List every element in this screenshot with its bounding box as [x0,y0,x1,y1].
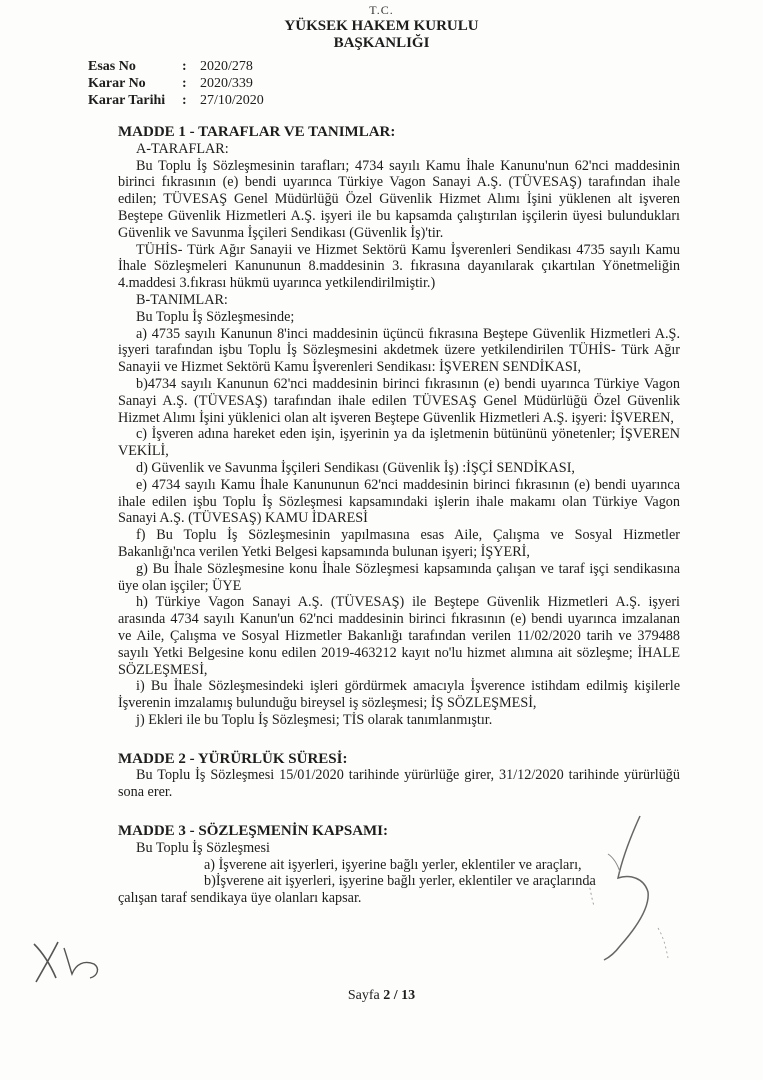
meta-value: 27/10/2020 [200,93,264,108]
madde2-text: Bu Toplu İş Sözleşmesi 15/01/2020 tarihinde yürürlüğe girer, 31/12/2020 tarihinde yürürlüğü sona erer. [118,767,680,801]
page-number-separator: / [390,988,402,1003]
case-metadata [88,58,264,109]
meta-value: 2020/339 [200,76,253,91]
page-number [0,988,763,1004]
document-header [0,4,763,52]
taraflar-paragraph-2: TÜHİS- Türk Ağır Sanayii ve Hizmet Sektörü Kamu İşverenleri Sendikası 4735 sayılı Kamu İhale Sözleşmeleri Kanununun 8.maddesinin 3. fıkrasına dayanılarak çıkartılan Yönetmeliğin 4.maddesi 3.fıkrası hükmü uyarınca yetkilendirilmiştir.) [118,241,680,292]
taraflar-paragraph-1: Bu Toplu İş Sözleşmesinin tarafları; 4734 sayılı Kamu İhale Kanunu'nun 62'nci maddesinin birinci fıkrasının (e) bendi uyarınca Türkiye Vagon Sanayi A.Ş. (TÜVESAŞ) tarafından ihale edilen; TÜVESAŞ Genel Müdürlüğü Özel Güvenlik Hizmet Alımı İşini yüklenen alt işveren Beştepe Güvenlik Hizmetleri A.Ş. işyeri ile bu kapsamda çalıştırılan işçilerin üyesi bulundukları Güvenlik ve Savunma İşçileri Sendikası (Güvenlik İş)'tir. [118,157,680,241]
meta-label: Esas No [88,59,136,74]
definition-item-j: j) Ekleri ile bu Toplu İş Sözleşmesi; TİS olarak tanımlanmıştır. [136,711,493,728]
scope-item-b: b)İşverene ait işyerleri, işyerine bağlı yerler, eklentiler ve araçlarında [204,873,596,890]
meta-karar-no [88,75,264,92]
tanimlar-heading: B-TANIMLAR: [136,291,228,308]
meta-value: 2020/278 [200,59,253,74]
madde3-heading: MADDE 3 - SÖZLEŞMENİN KAPSAMI: [118,823,389,840]
meta-karar-tarihi [88,92,264,109]
definition-item-f: f) Bu Toplu İş Sözleşmesinin yapılmasına esas Aile, Çalışma ve Sosyal Hizmetler Bakanlığı'nca verilen Yetki Belgesi kapsamında bulunan işyeri; İŞYERİ, [118,527,680,560]
definition-item-g: g) Bu İhale Sözleşmesine konu İhale Sözleşmesi kapsamında çalışan ve taraf işçi sendikasına üye olan işçiler; ÜYE [118,560,680,594]
scope-item-b-continued: çalışan taraf sendikaya üye olanları kapsar. [118,890,362,907]
meta-separator: : [182,76,187,91]
definition-item-b: b)4734 sayılı Kanunun 62'nci maddesinin birinci fıkrasının (e) bendi uyarınca Türkiye Vagon Sanayi A.Ş. (TÜVESAŞ) tarafından ihale edilen TÜVESAŞ Genel Müdürlüğü Özel Güvenlik Hizmet Alımı İşini yüklenici olan alt işveren Beştepe Güvenlik Hizmetleri A.Ş. işyeri: İŞVEREN, [118,375,680,426]
page-number-current: 2 [383,988,391,1003]
taraflar-heading: A-TARAFLAR: [136,140,229,157]
header-department: BAŞKANLIĞI [333,35,430,51]
definition-item-d: d) Güvenlik ve Savunma İşçileri Sendikası (Güvenlik İş) :İŞÇİ SENDİKASI, [136,459,575,476]
page-number-prefix: Sayfa [347,988,384,1003]
tanimlar-intro: Bu Toplu İş Sözleşmesinde; [136,308,295,325]
madde2-heading: MADDE 2 - YÜRÜRLÜK SÜRESİ: [118,750,348,767]
definition-item-e: e) 4734 sayılı Kamu İhale Kanununun 62'nci maddesinin birinci fıkrasının (e) bendi uyarınca ihale edilen işbu Toplu İş Sözleşmesi kapsamındaki işlerin ihale makamı olan Türkiye Vagon Sanayi A.Ş. (TÜVESAŞ) KAMU İDARESİ [118,476,680,527]
header-institution: YÜKSEK HAKEM KURULU [284,18,479,34]
meta-separator: : [182,59,187,74]
definition-item-a: a) 4735 sayılı Kanunun 8'inci maddesinin üçüncü fıkrasına Beştepe Güvenlik Hizmetleri A.Ş. işyeri tarafından işbu Toplu İş Sözleşmesini akdetmek üzere yetkilendirilen TÜHİS- Türk Ağır Sanayii ve Hizmet Sektörü Kamu İşverenleri Sendikası: İŞVEREN SENDİKASI, [118,325,680,376]
definition-item-h: h) Türkiye Vagon Sanayi A.Ş. (TÜVESAŞ) ile Beştepe Güvenlik Hizmetleri A.Ş. işyeri arasında 4734 sayılı Kanun'un 62'nci maddesinin birinci fıkrasının (e) bendi uyarınca imzalanan ve Aile, Çalışma ve Sosyal Hizmetler Bakanlığı tarafından verilen 11/02/2020 tarih ve 379488 sayılı Yetki Belgesine konu edilen 2019-463212 kayıt no'lu hizmet alımına ait sözleşme; İHALE SÖZLEŞMESİ, [118,594,680,678]
scope-item-a: a) İşverene ait işyerleri, işyerine bağlı yerler, eklentiler ve araçları, [204,856,582,873]
madde1-heading: MADDE 1 - TARAFLAR VE TANIMLAR: [118,124,396,140]
document-body [118,124,680,907]
meta-label: Karar No [88,76,146,91]
header-tc: T.C. [369,3,394,17]
page-number-total: 13 [401,988,416,1003]
definition-item-c: c) İşveren adına hareket eden işin, işyerinin ya da işletmenin bütününü yönetenler; İŞVEREN VEKİLİ, [118,426,680,460]
meta-esas-no [88,58,264,75]
handwritten-initials-left [28,938,108,988]
meta-separator: : [182,93,187,108]
meta-label: Karar Tarihi [88,93,166,108]
definition-item-i: i) Bu İhale Sözleşmesindeki işleri gördürmek amacıyla İşverence istihdam edilmiş kişilerle İşverenin imzalamış bulunduğu bireysel iş sözleşmesi; İŞ SÖZLEŞMESİ, [118,678,680,712]
madde3-intro: Bu Toplu İş Sözleşmesi [136,839,270,856]
